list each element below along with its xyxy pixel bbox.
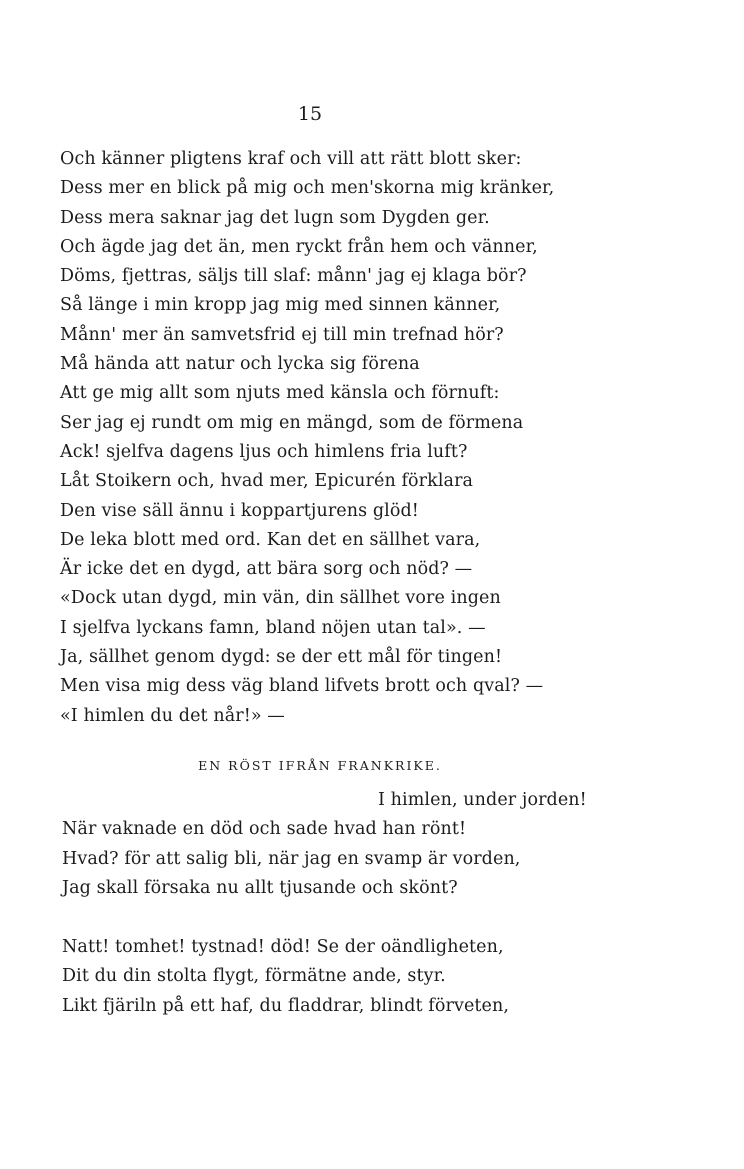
poem-line: Månn' mer än samvetsfrid ej till min trefnad hör? bbox=[60, 324, 504, 345]
poem-line: Men visa mig dess väg bland lifvets brott och qval? — bbox=[60, 676, 544, 697]
poem-line: «Dock utan dygd, min vän, din sällhet vore ingen bbox=[60, 588, 501, 609]
poem-line: I sjelfva lyckans famn, bland nöjen utan tal». — bbox=[60, 617, 486, 638]
poem-line: Jag skall försaka nu allt tjusande och skönt? bbox=[62, 877, 458, 898]
section-heading: EN RÖST IFRÅN FRANKRIKE. bbox=[198, 758, 442, 773]
poem2-body bbox=[62, 786, 702, 1021]
poem-line: «I himlen du det når!» — bbox=[60, 705, 285, 726]
poem-line: Och känner pligtens kraf och vill att rätt blott sker: bbox=[60, 149, 522, 169]
poem-body bbox=[60, 145, 700, 731]
poem-line: Ack! sjelfva dagens ljus och himlens fria luft? bbox=[60, 441, 468, 462]
poem-line: Ser jag ej rundt om mig en mängd, som de förmena bbox=[60, 412, 524, 433]
poem-line: Må hända att natur och lycka sig förena bbox=[60, 354, 420, 375]
poem-line: De leka blott med ord. Kan det en sällhet vara, bbox=[60, 529, 481, 550]
poem-line: Dess mera saknar jag det lugn som Dygden ger. bbox=[60, 207, 490, 228]
poem-line: Ja, sällhet genom dygd: se der ett mål för tingen! bbox=[60, 647, 503, 668]
poem-line: Döms, fjettras, säljs till slaf: månn' jag ej klaga bör? bbox=[60, 266, 527, 287]
poem-line: Hvad? för att salig bli, när jag en svamp är vorden, bbox=[62, 848, 521, 869]
poem-line: Att ge mig allt som njuts med känsla och förnuft: bbox=[60, 383, 500, 404]
page-number: 15 bbox=[297, 103, 323, 125]
poem-line: Är icke det en dygd, att bära sorg och nöd? — bbox=[60, 559, 473, 580]
stanza-gap bbox=[62, 903, 702, 933]
poem-line: Dit du din stolta flygt, förmätne ande, styr. bbox=[62, 966, 446, 987]
poem-line: Så länge i min kropp jag mig med sinnen känner, bbox=[60, 295, 501, 316]
poem-line: Likt fjäriln på ett haf, du fladdrar, blindt förveten, bbox=[62, 995, 510, 1016]
poem-line: När vaknade en död och sade hvad han rönt! bbox=[62, 819, 467, 840]
poem-line: Låt Stoikern och, hvad mer, Epicurén förklara bbox=[60, 471, 474, 492]
poem-line: Dess mer en blick på mig och men'skorna mig kränker, bbox=[60, 178, 555, 199]
poem-line: Den vise säll ännu i koppartjurens glöd! bbox=[60, 500, 419, 521]
poem-line: Och ägde jag det än, men ryckt från hem och vänner, bbox=[60, 236, 538, 257]
poem2-epigraph: I himlen, under jorden! bbox=[378, 790, 587, 810]
poem-line: Natt! tomhet! tystnad! död! Se der oändligheten, bbox=[62, 937, 504, 958]
